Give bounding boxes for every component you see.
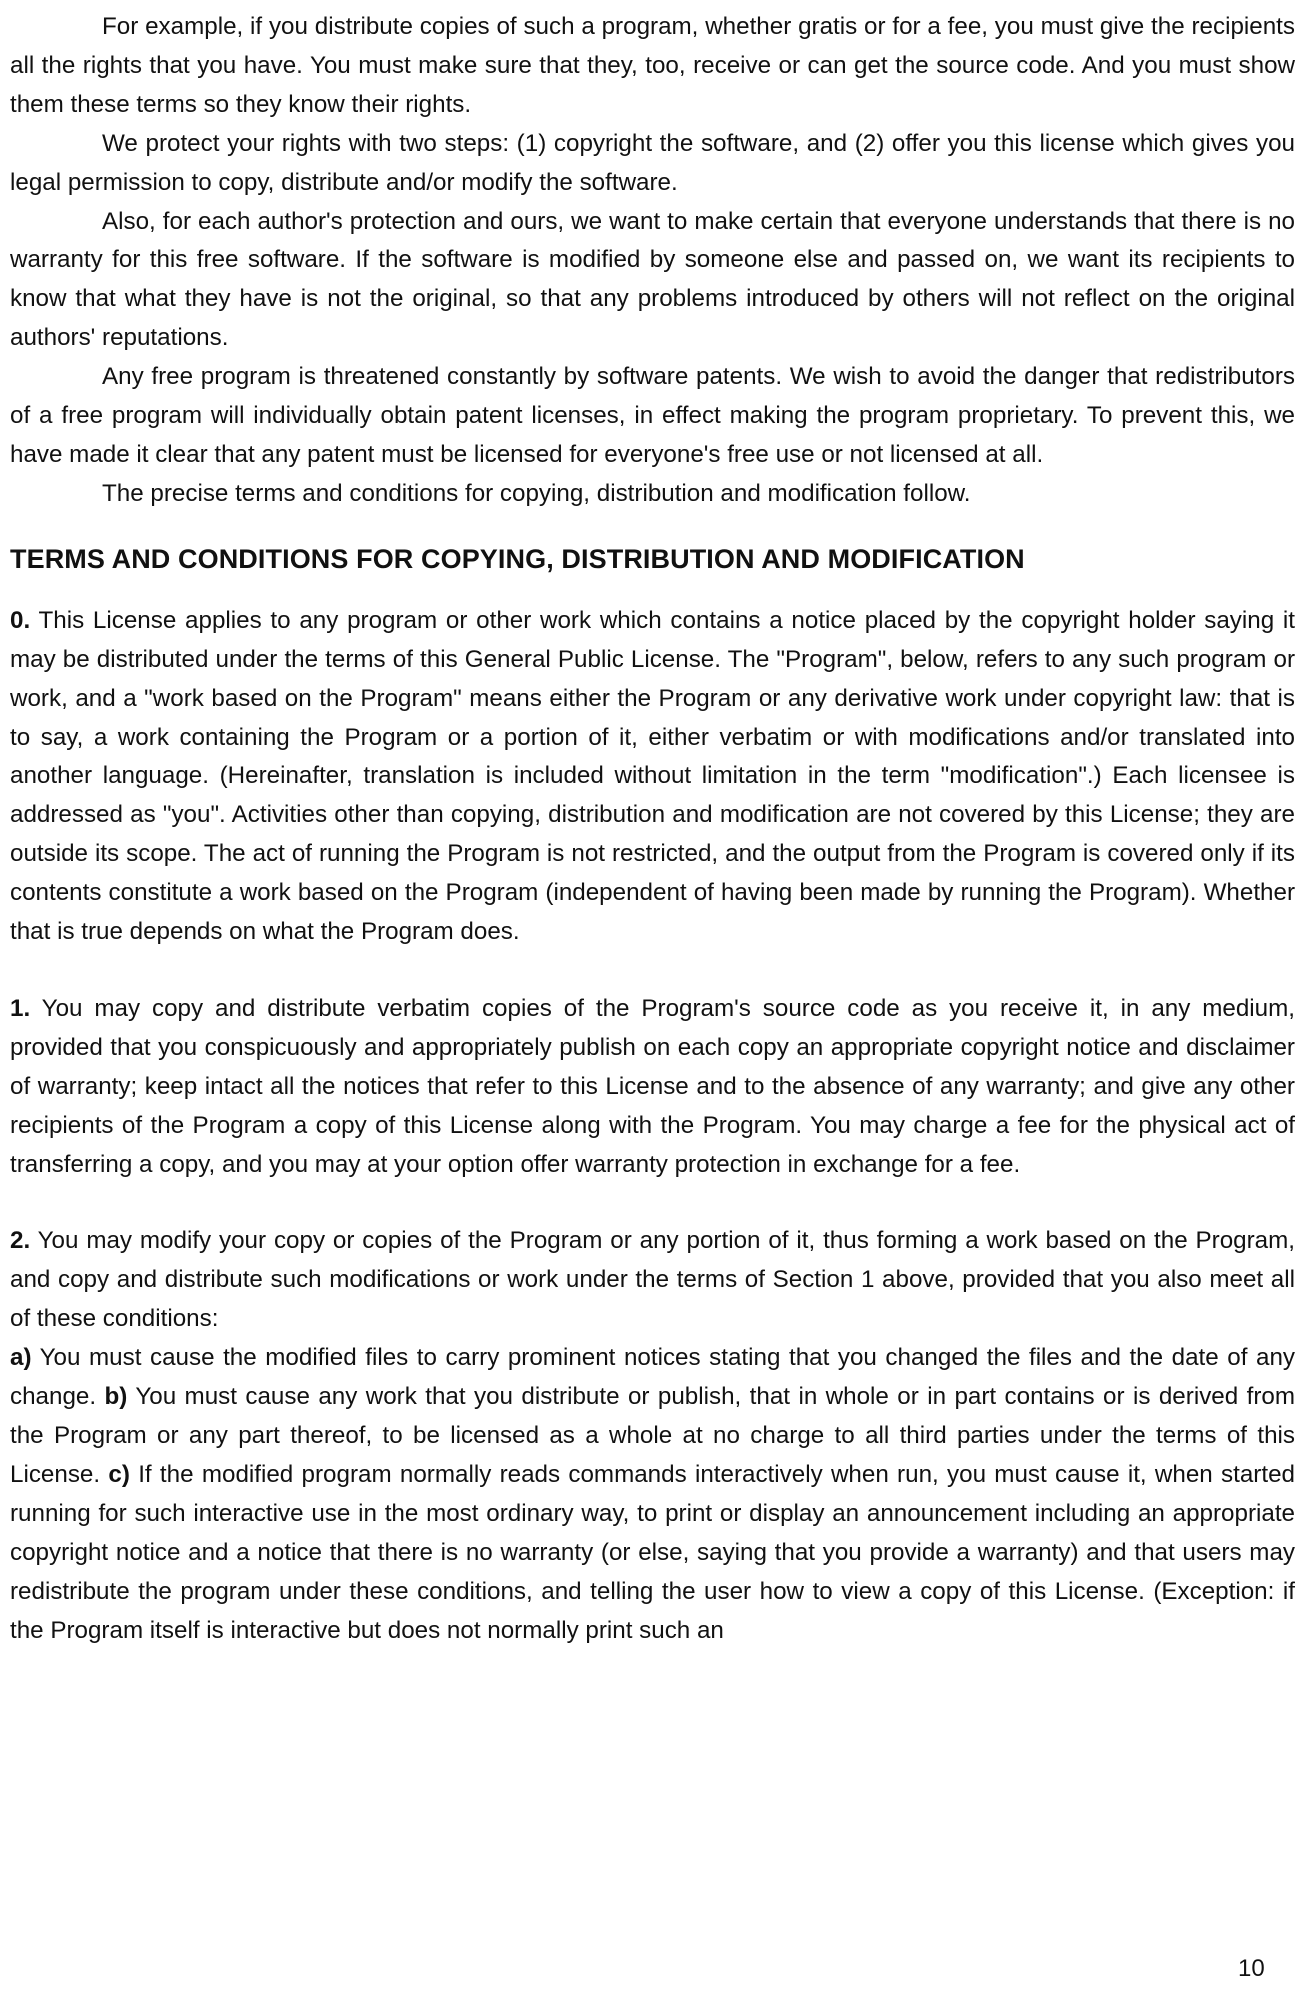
condition-b-label: b) [104,1383,128,1411]
section-spacer [10,1184,1295,1222]
condition-c-text: If the modified program normally reads commands interactively when run, you must cause it, when started running for such interactive use in the most ordinary way, to print or display an announcement including an appropriate copyright notice and a notice that there is no warranty (or else, saying that you provide a warranty) and that users may redistribute the program under these conditions, and telling the user how to view a copy of this License. (Exception: if the Program itself is interactive but does not normally print such an [10,1460,1295,1644]
section-1-number: 1. [10,994,31,1022]
preamble-paragraph-2: We protect your rights with two steps: (1) copyright the software, and (2) offer you this license which gives you legal permission to copy, distribute and/or modify the software. [10,129,1295,196]
terms-heading: TERMS AND CONDITIONS FOR COPYING, DISTRIBUTION AND MODIFICATION [10,543,1025,574]
condition-c-label: c) [108,1460,130,1488]
condition-b-text: You must cause any work that you distribute or publish, that in whole or in part contains or is derived from the Program or any part thereof, to be licensed as a whole at no charge to all third parties under the terms of this License. [10,1383,1295,1488]
section-1-text: You may copy and distribute verbatim copies of the Program's source code as you receive it, in any medium, provided that you conspicuously and appropriately publish on each copy an appropriate copyright notice and disclaimer of warranty; keep intact all the notices that refer to this License and to the absence of any warranty; and give any other recipients of the Program a copy of this License along with the Program. You may charge a fee for the physical act of transferring a copy, and you may at your option offer warranty protection in exchange for a fee. [10,994,1295,1178]
preamble-paragraph-5: The precise terms and conditions for copying, distribution and modification follow. [102,479,971,507]
condition-a-label: a) [10,1344,32,1372]
preamble-paragraph-3: Also, for each author's protection and ours, we want to make certain that everyone understands that there is no warranty for this free software. If the software is modified by someone else and passed on, we want its recipients to know that what they have is not the original, so that any problems introduced by others will not reflect on the original authors' reputations. [10,207,1295,352]
preamble-paragraph-4: Any free program is threatened constantly by software patents. We wish to avoid the danger that redistributors of a free program will individually obtain patent licenses, in effect making the program proprietary. To prevent this, we have made it clear that any patent must be licensed for everyone's free use or not licensed at all. [10,363,1295,468]
section-1 [10,990,1295,1185]
section-2-number: 2. [10,1227,31,1255]
section-0 [10,602,1295,952]
document-page [10,8,1295,1650]
section-0-text: This License applies to any program or other work which contains a notice placed by the copyright holder saying it may be distributed under the terms of this General Public License. The "Program", below, refers to any such program or work, and a "work based on the Program" means either the Program or any derivative work under copyright law: that is to say, a work containing the Program or a portion of it, either verbatim or with modifications and/or translated into another language. (Hereinafter, translation is included without limitation in the term "modification".) Each licensee is addressed as "you". Activities other than copying, distribution and modification are not covered by this License; they are outside its scope. The act of running the Program is not restricted, and the output from the Program is covered only if its contents constitute a work based on the Program (independent of having been made by running the Program). Whether that is true depends on what the Program does. [10,606,1295,946]
section-2-text: You may modify your copy or copies of the Program or any portion of it, thus forming a work based on the Program, and copy and distribute such modifications or work under the terms of Section 1 above, provided that you also meet all of these conditions: [10,1227,1295,1333]
page-number: 10 [1238,1955,1265,1982]
section-spacer [10,952,1295,990]
preamble-paragraph-1: For example, if you distribute copies of such a program, whether gratis or for a fee, you must give the recipients all the rights that you have. You must make sure that they, too, receive or can get the source code. And you must show them these terms so they know their rights. [10,13,1295,118]
section-0-number: 0. [10,606,31,634]
condition-a-text: You must cause the modified files to carry prominent notices stating that you changed the files and the date of any change. [10,1344,1295,1411]
section-2 [10,1222,1295,1339]
section-2-conditions [10,1339,1295,1650]
